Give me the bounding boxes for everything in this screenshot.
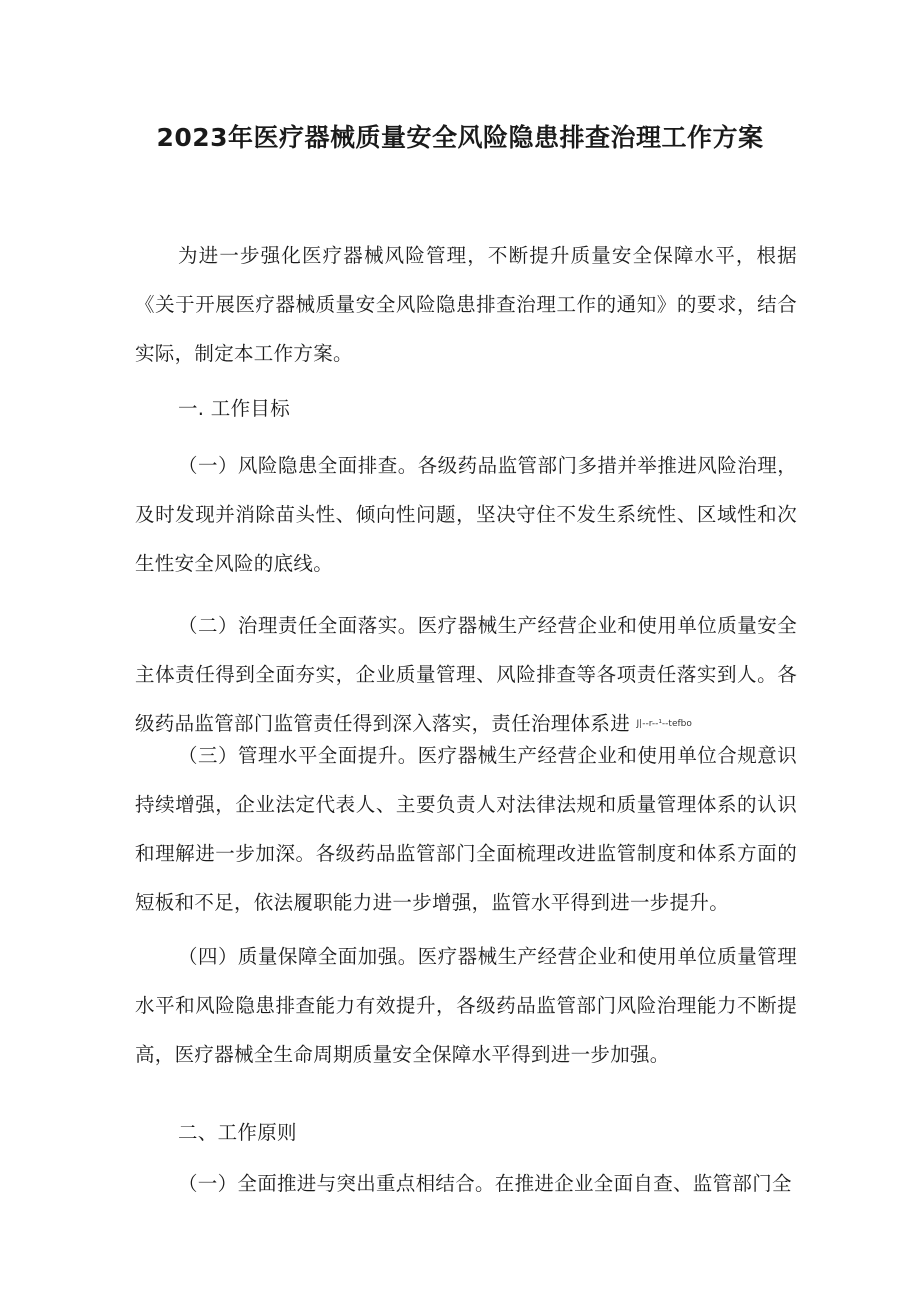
section-2-item-1: （一）全面推进与突出重点相结合。在推进企业全面自查、监管部门全	[178, 1172, 792, 1195]
intro-paragraph: 为进一步强化医疗器械风险管理，不断提升质量安全保障水平，根据《关于开展医疗器械质量安全风险隐患排查治理工作的通知》的要求，结合实际，制定本工作方案。	[135, 244, 797, 365]
document-title: 2023年医疗器械质量安全风险隐患排查治理工作方案	[156, 123, 764, 152]
section-1-heading: 一. 工作目标	[178, 397, 290, 420]
section-1-item-2-text: （二）治理责任全面落实。医疗器械生产经营企业和使用单位质量安全主体责任得到全面夯实，企业质量管理、风险排查等各项责任落实到人。各级药品监管部门监管责任得到深入落实，责任治理体系进	[135, 614, 797, 735]
section-1-item-3: （三）管理水平全面提升。医疗器械生产经营企业和使用单位合规意识持续增强，企业法定代表人、主要负责人对法律法规和质量管理体系的认识和理解进一步加深。各级药品监管部门全面梳理改进监管制度和体系方面的短板和不足，依法履职能力进一步增强，监管水平得到进一步提升。	[135, 744, 797, 914]
section-1-item-2	[135, 601, 797, 749]
section-2-heading: 二、工作原则	[178, 1121, 297, 1144]
section-1-item-1: （一）风险隐患全面排查。各级药品监管部门多措并举推进风险治理，及时发现并消除苗头性、倾向性问题，坚决守住不发生系统性、区域性和次生性安全风险的底线。	[135, 454, 797, 575]
scan-artifact-text: J|--r--¹--tefbo	[636, 719, 692, 729]
section-1-item-4: （四）质量保障全面加强。医疗器械生产经营企业和使用单位质量管理水平和风险隐患排查能力有效提升，各级药品监管部门风险治理能力不断提高，医疗器械全生命周期质量安全保障水平得到进一步加强。	[135, 945, 797, 1066]
